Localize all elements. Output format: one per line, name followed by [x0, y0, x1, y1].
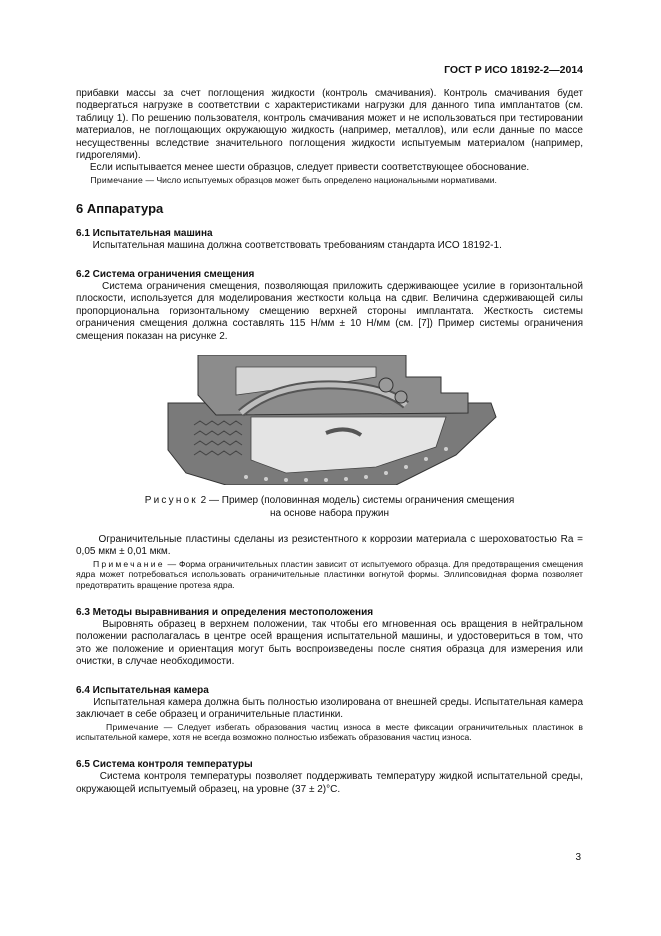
spring-constraint-model-illustration — [76, 355, 583, 485]
intro-note: Примечание — Число испытуемых образцов может быть определено национальными нормативами. — [90, 174, 497, 185]
plates-note: Примечание — Форма ограничительных пластин зависит от испытуемого образца. Для предотвращения смещения ядра может потребоваться использовать ограничительные пластинки вогнутой формы. Эллипсовидная форма позволяет предотвратить вращение протеза ядра. — [76, 558, 584, 590]
figure-2-caption: Рисунок 2 — Пример (половинная модель) системы ограничения смещения на основе набора пружин — [144, 495, 515, 519]
page-content — [76, 88, 583, 796]
section-6-4-text: Испытательная камера должна быть полностью изолирована от внешней среды. Испытательная камера заключает в себе образец и ограничительные пластинки. — [76, 696, 584, 721]
note-label: Примечание — [106, 721, 159, 732]
section-6-5-text: Система контроля температуры позволяет поддерживать температуру жидкой испытательной среды, окружающей испытуемый образец, на уровне (37 ± 2)°С. — [76, 771, 583, 795]
note-label: Примечание — [90, 174, 144, 185]
section-6-title: 6 Аппаратура — [76, 201, 164, 217]
plates-text: Ограничительные пластины сделаны из резистентного к коррозии материала с шероховатостью Ra = 0,05 мкм ± 0,01 мкм. — [76, 533, 583, 558]
section-6-5-title: 6.5 Система контроля температуры — [76, 758, 253, 770]
figure-2-image — [76, 355, 583, 485]
section-6-3-title: 6.3 Методы выравнивания и определения местоположения — [76, 606, 374, 618]
section-6-1-title: 6.1 Испытательная машина — [76, 227, 213, 239]
section-6-4-title: 6.4 Испытательная камера — [76, 684, 209, 696]
page-number: 3 — [575, 852, 581, 863]
section-6-1-text: Испытательная машина должна соответствовать требованиям стандарта ИСО 18192-1. — [92, 240, 502, 252]
intro-paragraph-1: прибавки массы за счет поглощения жидкости (контроль смачивания). Контроль смачивания будет подвергаться нагрузке в соответствии с характеристиками нагрузки для данного типа имплантатов (см. таблицу 1). По решению пользователя, контроль смачивания может и не использоваться при тестировании материалов, не поглощающих окружающую жидкость (например, металлов), или если данные по массе несущественны вследствие значительного поглощения жидкости испытуемым материалом (например, гидрогелями). — [76, 88, 583, 162]
section-6-3-text: Выровнять образец в верхнем положении, так чтобы его мгновенная ось вращения в нейтральном положении располагалась в центре осей вращения испытательной машины, и удостовериться в том, что это же положение и ориентация могут быть воспроизведены после снятия образца для измерения или очистки, в случае необходимости. — [76, 618, 583, 668]
standard-header: ГОСТ Р ИСО 18192-2—2014 — [444, 64, 583, 76]
section-6-2-text: Система ограничения смещения, позволяющая приложить сдерживающее усилие в горизонтальной плоскости, используется для моделирования жесткости кольца на сдвиг. Величина сдерживающей силы пропорциональна горизонтальному смещению верхней стороны имплантата. Жесткость системы ограничения смещения должна составлять 115 Н/мм ± 10 Н/мм (см. [7]) Пример системы ограничения смещения показан на рисунке 2. — [76, 281, 583, 342]
section-6-4-note: Примечание — Следует избегать образования частиц износа в месте фиксации ограничительных пластинок в испытательной камере, хотя не всегда возможно полностью избежать образования частиц износа. — [76, 721, 583, 743]
note-label: Примечание — [92, 558, 165, 569]
intro-paragraph-2: Если испытывается менее шести образцов, следует привести соответствующее обоснование. — [89, 162, 530, 174]
section-6-2-title: 6.2 Система ограничения смещения — [76, 268, 255, 280]
